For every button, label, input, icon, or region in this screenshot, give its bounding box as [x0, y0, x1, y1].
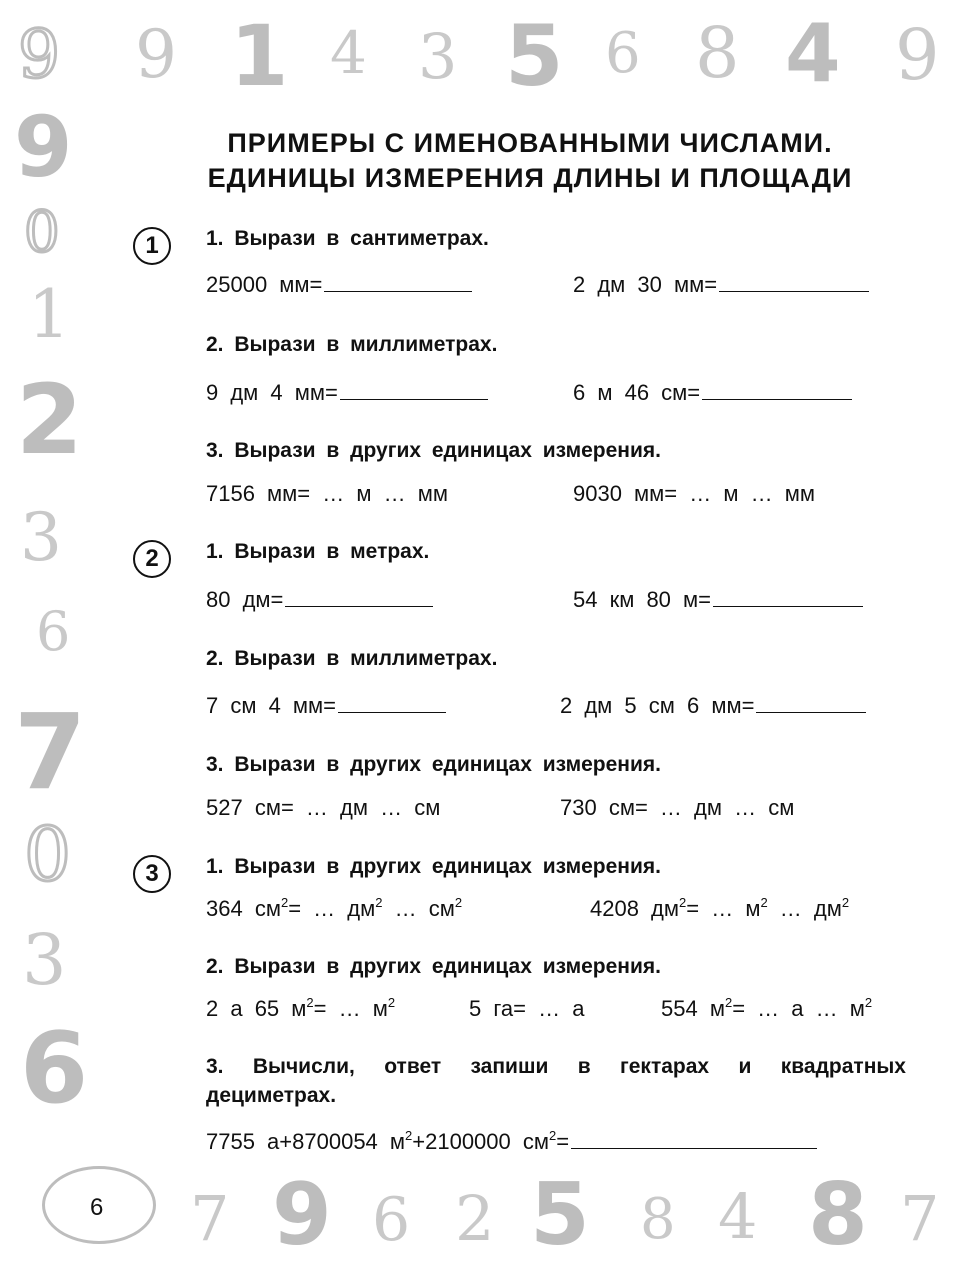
exercise-item: 554 $м^2=$ … а … $м^2$ [661, 995, 873, 1021]
task-heading: 2. Вырази в миллиметрах. [206, 647, 498, 670]
deco-digit: 6 [605, 21, 641, 86]
answer-blank[interactable] [324, 273, 472, 292]
deco-digit: 9 [272, 1165, 332, 1265]
deco-digit: 8 [640, 1187, 676, 1252]
page-title-line1: ПРИМЕРЫ С ИМЕНОВАННЫМИ ЧИСЛАМИ. [227, 128, 833, 158]
deco-digit: 5 [530, 1165, 590, 1265]
deco-digit: 4 [785, 7, 841, 100]
page-number: 6 [90, 1194, 104, 1221]
answer-blank[interactable] [285, 588, 433, 607]
task-heading: 3. Вырази в других единицах измерения. [206, 753, 661, 776]
deco-digit: 8 [808, 1165, 868, 1265]
deco-digit: 0 [24, 812, 72, 898]
exercise-item: 7 см 4 мм= [206, 693, 446, 719]
deco-digit: 7 [14, 691, 87, 813]
task-heading: 3. Вырази в других единицах измерения. [206, 439, 661, 462]
exercise-item: 9030 мм= … м … мм [573, 481, 815, 506]
task-heading: 3. Вычисли, ответ запиши в гектарах и квадратных дециметрах. [206, 1055, 906, 1107]
exercise-item: 9 дм 4 мм= [206, 380, 488, 406]
section-1-number: 1 [133, 227, 171, 265]
deco-digit: 3 [20, 499, 62, 576]
deco-digit: 1 [28, 276, 70, 353]
task-heading: 2. Вырази в миллиметрах. [206, 333, 498, 356]
exercise-item: 364 $см^2=$ … $дм^2$ … $см^2$ [206, 895, 463, 921]
deco-digit: 6 [372, 1185, 411, 1255]
exercise-item: 25000 мм= [206, 272, 472, 298]
exercise-item: 730 см= … дм … см [560, 795, 795, 820]
task-heading: 1. Вырази в сантиметрах. [206, 227, 489, 250]
deco-digit: 8 [695, 12, 740, 94]
answer-blank[interactable] [702, 381, 852, 400]
exercise-item: 2 а 65 $м^2=$ … $м^2$ [206, 995, 396, 1021]
deco-digit: 5 [505, 7, 564, 105]
task-heading: 1. Вырази в других единицах измерения. [206, 855, 661, 878]
deco-digit: 9 [18, 16, 60, 93]
deco-digit: 0 [24, 200, 60, 265]
answer-blank[interactable] [571, 1130, 817, 1149]
deco-digit: 9 [895, 14, 940, 96]
page-title-line2: ЕДИНИЦЫ ИЗМЕРЕНИЯ ДЛИНЫ И ПЛОЩАДИ [207, 163, 853, 193]
answer-blank[interactable] [713, 588, 863, 607]
exercise-item: 2 дм 30 мм= [573, 272, 869, 298]
exercise-item: 2 дм 5 см 6 мм= [560, 693, 866, 719]
deco-digit: 3 [418, 20, 458, 93]
deco-digit: 9 [14, 98, 73, 196]
deco-digit: 6 [36, 600, 71, 663]
deco-digit: 7 [900, 1182, 940, 1255]
deco-digit: 2 [455, 1182, 495, 1255]
answer-blank[interactable] [340, 381, 488, 400]
exercise-item: 5 га= … а [469, 996, 585, 1021]
deco-digit: 7 [190, 1182, 230, 1255]
exercise-item: 7156 мм= … м … мм [206, 481, 448, 506]
exercise-item: 4208 $дм^2=$ … $м^2$ … $дм^2$ [590, 895, 850, 921]
deco-digit: 9 [135, 16, 177, 93]
task-heading: 2. Вырази в других единицах измерения. [206, 955, 661, 978]
deco-digit: 6 [20, 1012, 89, 1126]
answer-blank[interactable] [756, 694, 866, 713]
answer-blank[interactable] [719, 273, 869, 292]
exercise-item: 80 дм= [206, 587, 433, 613]
exercise-item: 54 км 80 м= [573, 587, 863, 613]
deco-digit: 4 [718, 1180, 758, 1253]
exercise-item: 7755 а+8700054 $м^2+2100000$ $см^2=$ [206, 1129, 817, 1155]
task-heading: 1. Вырази в метрах. [206, 540, 430, 563]
answer-blank[interactable] [338, 694, 446, 713]
deco-digit: 3 [22, 919, 67, 1001]
exercise-item: 527 см= … дм … см [206, 795, 441, 820]
section-3-number: 3 [133, 855, 171, 893]
deco-digit: 1 [230, 7, 289, 105]
exercise-item: 6 м 46 см= [573, 380, 852, 406]
section-2-number: 2 [133, 540, 171, 578]
deco-digit: 4 [330, 19, 367, 87]
deco-digit: 2 [16, 364, 83, 476]
